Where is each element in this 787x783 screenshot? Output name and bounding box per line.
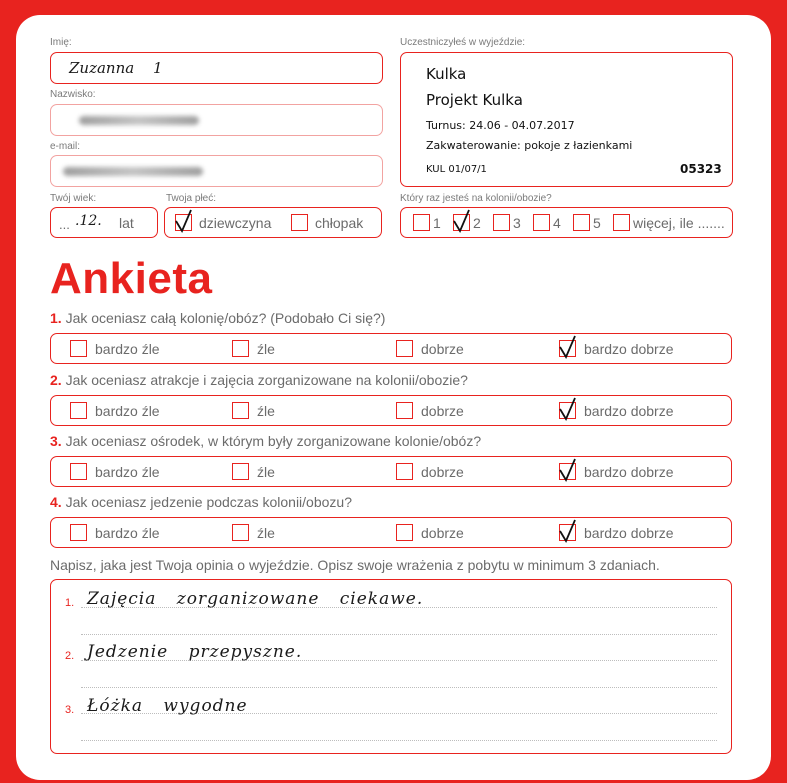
age-dots: ...: [59, 217, 70, 232]
age-label: Twój wiek:: [50, 193, 97, 204]
times-option-2: 2: [473, 215, 481, 231]
gender-field: [164, 207, 382, 238]
check-icon: [174, 209, 194, 233]
rating-checkbox-2[interactable]: [232, 463, 249, 480]
rating-option-label: bardzo dobrze: [584, 341, 674, 357]
question-4: [50, 494, 352, 510]
rating-checkbox-3[interactable]: [396, 402, 413, 419]
opinion-line-number: 2.: [65, 650, 75, 662]
surname-field[interactable]: [50, 104, 383, 136]
writing-line: [81, 740, 717, 741]
question-text: Jak oceniasz ośrodek, w którym były zorganizowane kolonie/obóz?: [65, 433, 482, 449]
opinion-line-text: Jedzenie przepyszne.: [87, 642, 303, 662]
question-number: 1.: [50, 310, 62, 326]
trip-info-box: [400, 52, 733, 187]
question-text: Jak oceniasz atrakcje i zajęcia zorganizowane na kolonii/obozie?: [65, 372, 468, 388]
opinion-prompt: Napisz, jaka jest Twoja opinia o wyjeździe. Opisz swoje wrażenia z pobytu w minimum 3 zdaniach.: [50, 557, 660, 573]
rating-option-label: źle: [257, 341, 275, 357]
name-extra: 1: [153, 59, 163, 77]
times-option-5: 5: [593, 215, 601, 231]
rating-option-label: bardzo źle: [95, 464, 160, 480]
trip-code: KUL 01/07/1: [426, 164, 487, 175]
answer-row-3: [50, 456, 732, 487]
times-checkbox-6[interactable]: [613, 214, 630, 231]
check-icon: [558, 519, 578, 543]
answer-row-1: [50, 333, 732, 364]
times-option-6: więcej, ile .......: [633, 215, 725, 231]
rating-checkbox-4[interactable]: [559, 463, 576, 480]
age-field[interactable]: [50, 207, 158, 238]
question-text: Jak oceniasz jedzenie podczas kolonii/obozu?: [65, 494, 352, 510]
rating-option-label: źle: [257, 464, 275, 480]
rating-option-label: bardzo źle: [95, 341, 160, 357]
question-number: 2.: [50, 372, 62, 388]
participant-label: Uczestniczyłeś w wyjeździe:: [400, 37, 526, 48]
rating-option-label: bardzo dobrze: [584, 403, 674, 419]
check-icon: [452, 209, 472, 233]
rating-checkbox-1[interactable]: [70, 402, 87, 419]
surname-redacted: [79, 116, 199, 125]
rating-option-label: bardzo dobrze: [584, 525, 674, 541]
opinion-line-number: 3.: [65, 704, 75, 716]
check-icon: [558, 458, 578, 482]
rating-option-label: dobrze: [421, 525, 464, 541]
times-checkbox-4[interactable]: [533, 214, 550, 231]
name-label: Imię:: [50, 37, 72, 48]
email-field[interactable]: [50, 155, 383, 187]
rating-checkbox-1[interactable]: [70, 524, 87, 541]
rating-checkbox-3[interactable]: [396, 340, 413, 357]
trip-number: 05323: [680, 162, 722, 176]
times-field: [400, 207, 733, 238]
rating-checkbox-2[interactable]: [232, 524, 249, 541]
times-checkbox-1[interactable]: [413, 214, 430, 231]
rating-checkbox-4[interactable]: [559, 524, 576, 541]
question-text: Jak oceniasz całą kolonię/obóz? (Podobało Ci się?): [65, 310, 386, 326]
rating-checkbox-2[interactable]: [232, 402, 249, 419]
rating-option-label: dobrze: [421, 341, 464, 357]
email-label: e-mail:: [50, 141, 81, 152]
page-title: Ankieta: [50, 254, 213, 303]
opinion-line-text: Łóżka wygodne: [87, 696, 248, 716]
answer-row-4: [50, 517, 732, 548]
answer-row-2: [50, 395, 732, 426]
opinion-box[interactable]: [50, 579, 732, 754]
question-number: 4.: [50, 494, 62, 510]
gender-option-male: chłopak: [315, 215, 364, 231]
name-value: Zuzanna: [69, 59, 135, 77]
times-checkbox-3[interactable]: [493, 214, 510, 231]
rating-checkbox-1[interactable]: [70, 463, 87, 480]
rating-checkbox-4[interactable]: [559, 402, 576, 419]
writing-line: [81, 634, 717, 635]
rating-checkbox-3[interactable]: [396, 463, 413, 480]
opinion-line-number: 1.: [65, 597, 75, 609]
rating-option-label: bardzo źle: [95, 525, 160, 541]
rating-option-label: dobrze: [421, 464, 464, 480]
trip-project: Projekt Kulka: [426, 91, 523, 109]
rating-option-label: dobrze: [421, 403, 464, 419]
name-field[interactable]: [50, 52, 383, 84]
rating-option-label: bardzo dobrze: [584, 464, 674, 480]
gender-checkbox-male[interactable]: [291, 214, 308, 231]
times-label: Który raz jesteś na kolonii/obozie?: [400, 193, 552, 204]
question-3: [50, 433, 481, 449]
times-option-3: 3: [513, 215, 521, 231]
opinion-line-text: Zajęcia zorganizowane ciekawe.: [87, 589, 424, 609]
surname-label: Nazwisko:: [50, 89, 96, 100]
question-1: [50, 310, 385, 326]
email-redacted: [63, 167, 203, 176]
gender-checkbox-female[interactable]: [175, 214, 192, 231]
times-checkbox-2[interactable]: [453, 214, 470, 231]
rating-checkbox-1[interactable]: [70, 340, 87, 357]
rating-option-label: źle: [257, 525, 275, 541]
gender-option-female: dziewczyna: [199, 215, 272, 231]
trip-name: Kulka: [426, 65, 467, 83]
trip-turnus: Turnus: 24.06 - 04.07.2017: [426, 119, 575, 132]
trip-accommodation: Zakwaterowanie: pokoje z łazienkami: [426, 139, 633, 152]
rating-option-label: bardzo źle: [95, 403, 160, 419]
times-checkbox-5[interactable]: [573, 214, 590, 231]
rating-checkbox-4[interactable]: [559, 340, 576, 357]
question-number: 3.: [50, 433, 62, 449]
writing-line: [81, 687, 717, 688]
check-icon: [558, 397, 578, 421]
times-option-4: 4: [553, 215, 561, 231]
question-2: [50, 372, 468, 388]
age-unit: lat: [119, 215, 134, 231]
rating-checkbox-3[interactable]: [396, 524, 413, 541]
times-option-1: 1: [433, 215, 441, 231]
gender-label: Twoja płeć:: [166, 193, 217, 204]
check-icon: [558, 335, 578, 359]
rating-option-label: źle: [257, 403, 275, 419]
age-value: .12.: [75, 213, 102, 229]
rating-checkbox-2[interactable]: [232, 340, 249, 357]
